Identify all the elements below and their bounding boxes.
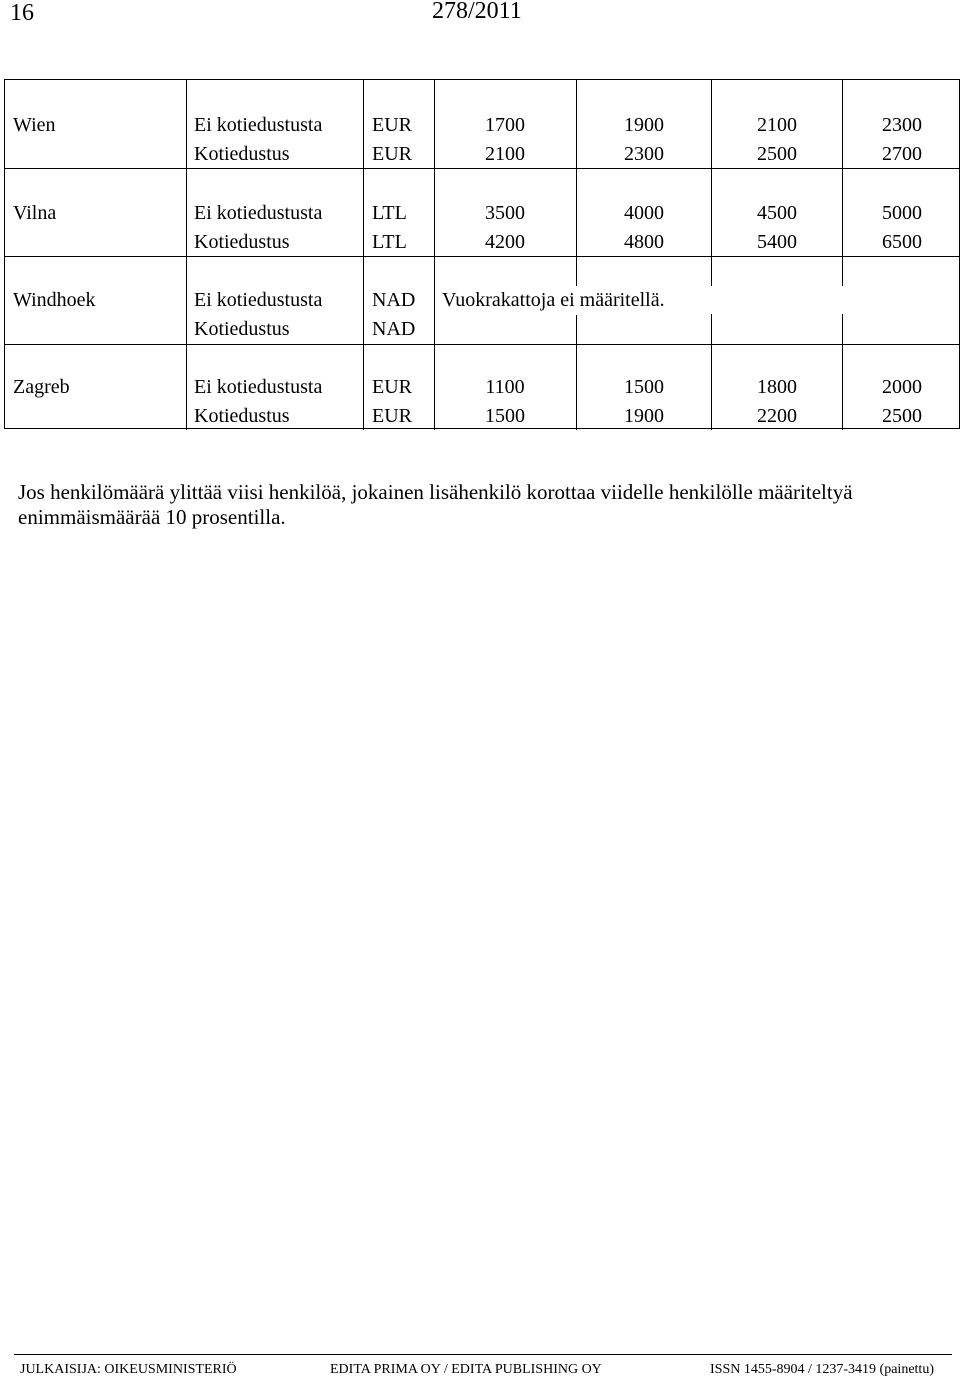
type-cell: Ei kotiedustusta Kotiedustus <box>194 202 323 253</box>
city-cell: Wien <box>13 114 56 136</box>
document-number: 278/2011 <box>432 0 522 24</box>
column-divider <box>186 80 187 430</box>
type-cell: Ei kotiedustusta Kotiedustus <box>194 114 323 165</box>
type-cell: Ei kotiedustusta Kotiedustus <box>194 376 323 427</box>
not-defined-note: Vuokrakattoja ei määritellä. <box>442 286 667 315</box>
value-cell: 4500 5400 <box>757 202 797 253</box>
value-cell: 1700 2100 <box>485 114 525 165</box>
footer-rule <box>14 1354 952 1355</box>
column-divider <box>363 80 364 430</box>
city-cell: Windhoek <box>13 289 96 311</box>
value-cell: 2000 2500 <box>882 376 922 427</box>
footer-issn: ISSN 1455-8904 / 1237-3419 (painettu) <box>710 1362 934 1377</box>
city-cell: Vilna <box>13 202 57 224</box>
currency-cell: NAD NAD <box>372 289 416 340</box>
footer-printer: EDITA PRIMA OY / EDITA PUBLISHING OY <box>330 1362 602 1377</box>
footnote-paragraph: Jos henkilömäärä ylittää viisi henkilöä, jokainen lisähenkilö korottaa viidelle henkilölle määriteltyä enimmäismäärää 10 prosentilla. <box>18 480 853 529</box>
value-cell: 1100 1500 <box>485 376 525 427</box>
currency-cell: EUR EUR <box>372 376 412 427</box>
value-cell: 3500 4200 <box>485 202 525 253</box>
rent-ceiling-table <box>4 79 960 429</box>
page-number: 16 <box>10 0 34 26</box>
row-divider <box>5 256 959 257</box>
value-cell: 4000 4800 <box>624 202 664 253</box>
row-divider <box>5 344 959 345</box>
value-cell: 1500 1900 <box>624 376 664 427</box>
type-cell: Ei kotiedustusta Kotiedustus <box>194 289 323 340</box>
row-divider <box>5 168 959 169</box>
value-cell: 5000 6500 <box>882 202 922 253</box>
value-cell: 2100 2500 <box>757 114 797 165</box>
value-cell: 1800 2200 <box>757 376 797 427</box>
currency-cell: LTL LTL <box>372 202 407 253</box>
city-cell: Zagreb <box>13 376 70 398</box>
currency-cell: EUR EUR <box>372 114 412 165</box>
value-cell: 2300 2700 <box>882 114 922 165</box>
footer-publisher: JULKAISIJA: OIKEUSMINISTERIÖ <box>20 1362 237 1377</box>
value-cell: 1900 2300 <box>624 114 664 165</box>
